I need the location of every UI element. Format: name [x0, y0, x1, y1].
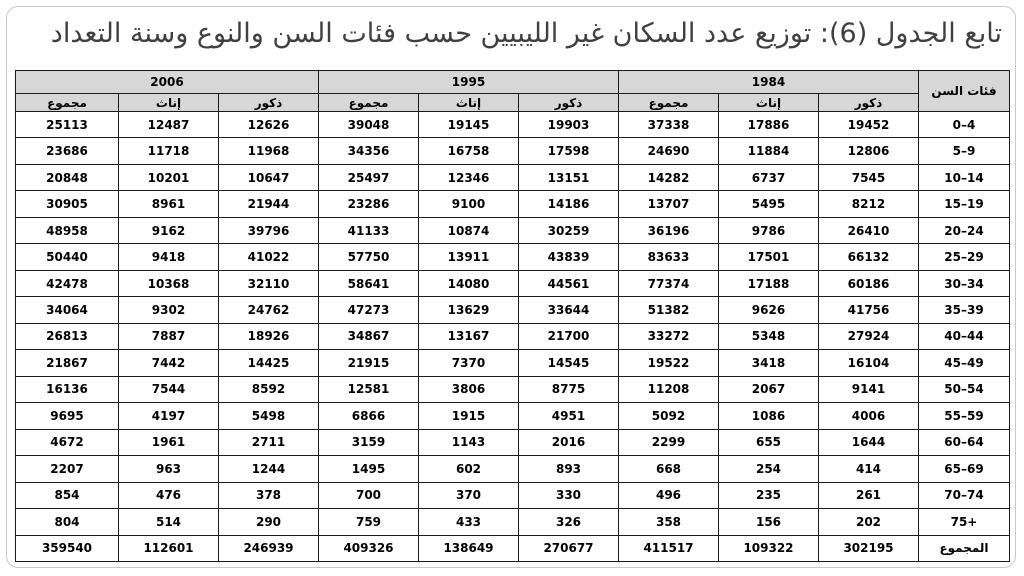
- table-cell: 20848: [16, 164, 119, 190]
- year-header-1984: 1984: [619, 71, 919, 94]
- age-group-cell: [919, 323, 1010, 349]
- table-cell: 32110: [219, 270, 319, 296]
- table-cell: 27924: [819, 323, 919, 349]
- table-cell: 19903: [519, 112, 619, 138]
- age-group-cell: [919, 403, 1010, 429]
- age-group-cell: [919, 429, 1010, 455]
- age-group-label: 50–54: [944, 382, 984, 397]
- table-cell: 16104: [819, 350, 919, 376]
- table-cell: 10368: [119, 270, 219, 296]
- table-cell: 11884: [719, 138, 819, 164]
- age-group-label: 65–69: [944, 461, 984, 476]
- table-cell: 30259: [519, 217, 619, 243]
- table-cell: 9141: [819, 376, 919, 402]
- table-cell: 12806: [819, 138, 919, 164]
- table-row: [16, 429, 1010, 455]
- table-cell: 60186: [819, 270, 919, 296]
- table-cell: 26813: [16, 323, 119, 349]
- table-cell: 17886: [719, 112, 819, 138]
- table-cell: 3159: [319, 429, 419, 455]
- age-group-label: 30–34: [944, 276, 984, 291]
- age-group-label: 15–19: [944, 197, 984, 212]
- total-header-1984: مجموع: [619, 94, 719, 112]
- table-cell: 66132: [819, 244, 919, 270]
- table-cell: 18926: [219, 323, 319, 349]
- table-cell: 378: [219, 482, 319, 508]
- table-cell: 1086: [719, 403, 819, 429]
- table-row: [16, 323, 1010, 349]
- males-header-1995: ذكور: [519, 94, 619, 112]
- total-cell: 411517: [619, 535, 719, 562]
- total-cell: 138649: [419, 535, 519, 562]
- table-cell: 9626: [719, 297, 819, 323]
- table-cell: 8592: [219, 376, 319, 402]
- table-cell: 370: [419, 482, 519, 508]
- table-cell: 7545: [819, 164, 919, 190]
- age-group-label: 70–74: [944, 488, 984, 503]
- total-cell: 409326: [319, 535, 419, 562]
- table-cell: 42478: [16, 270, 119, 296]
- table-cell: 77374: [619, 270, 719, 296]
- table-cell: 7370: [419, 350, 519, 376]
- total-cell: 246939: [219, 535, 319, 562]
- table-cell: 24762: [219, 297, 319, 323]
- table-cell: 12487: [119, 112, 219, 138]
- table-cell: 83633: [619, 244, 719, 270]
- table-cell: 13629: [419, 297, 519, 323]
- table-cell: 414: [819, 456, 919, 482]
- table-cell: 16136: [16, 376, 119, 402]
- table-cell: 235: [719, 482, 819, 508]
- table-cell: 330: [519, 482, 619, 508]
- table-cell: 202: [819, 509, 919, 535]
- table-cell: 57750: [319, 244, 419, 270]
- table-cell: 50440: [16, 244, 119, 270]
- table-cell: 1143: [419, 429, 519, 455]
- table-cell: 34064: [16, 297, 119, 323]
- age-group-cell: [919, 456, 1010, 482]
- table-cell: 10201: [119, 164, 219, 190]
- table-cell: 41756: [819, 297, 919, 323]
- age-group-label: 55–59: [944, 408, 984, 423]
- table-cell: 655: [719, 429, 819, 455]
- table-cell: 12581: [319, 376, 419, 402]
- table-cell: 19145: [419, 112, 519, 138]
- table-cell: 2299: [619, 429, 719, 455]
- table-cell: 358: [619, 509, 719, 535]
- males-header-1984: ذكور: [819, 94, 919, 112]
- table-cell: 7544: [119, 376, 219, 402]
- table-cell: 30905: [16, 191, 119, 217]
- table-cell: 5348: [719, 323, 819, 349]
- table-cell: 21700: [519, 323, 619, 349]
- table-cell: 7887: [119, 323, 219, 349]
- age-group-cell: [919, 482, 1010, 508]
- table-row: [16, 244, 1010, 270]
- table-cell: 261: [819, 482, 919, 508]
- table-row: [16, 191, 1010, 217]
- table-cell: 1961: [119, 429, 219, 455]
- total-header-1995: مجموع: [319, 94, 419, 112]
- table-cell: 13167: [419, 323, 519, 349]
- table-cell: 9695: [16, 403, 119, 429]
- table-cell: 51382: [619, 297, 719, 323]
- table-row: [16, 456, 1010, 482]
- total-cell: 112601: [119, 535, 219, 562]
- table-cell: 6737: [719, 164, 819, 190]
- age-group-cell: [919, 112, 1010, 138]
- total-cell: 302195: [819, 535, 919, 562]
- table-cell: 14080: [419, 270, 519, 296]
- table-cell: 23286: [319, 191, 419, 217]
- table-cell: 496: [619, 482, 719, 508]
- table-cell: 9302: [119, 297, 219, 323]
- table-cell: 9418: [119, 244, 219, 270]
- table-cell: 14186: [519, 191, 619, 217]
- table-cell: 14545: [519, 350, 619, 376]
- table-cell: 21867: [16, 350, 119, 376]
- table-cell: 2207: [16, 456, 119, 482]
- table-cell: 12626: [219, 112, 319, 138]
- table-cell: 963: [119, 456, 219, 482]
- table-cell: 514: [119, 509, 219, 535]
- year-header-2006: 2006: [16, 71, 319, 94]
- males-header-2006: ذكور: [219, 94, 319, 112]
- table-cell: 5495: [719, 191, 819, 217]
- table-row: [16, 403, 1010, 429]
- table-cell: 19522: [619, 350, 719, 376]
- table-cell: 668: [619, 456, 719, 482]
- table-cell: 8775: [519, 376, 619, 402]
- table-cell: 39796: [219, 217, 319, 243]
- table-cell: 9786: [719, 217, 819, 243]
- table-cell: 1495: [319, 456, 419, 482]
- table-cell: 326: [519, 509, 619, 535]
- age-group-cell: [919, 191, 1010, 217]
- table-cell: 10874: [419, 217, 519, 243]
- females-header-1984: إناث: [719, 94, 819, 112]
- table-cell: 16758: [419, 138, 519, 164]
- table-cell: 602: [419, 456, 519, 482]
- table-cell: 10647: [219, 164, 319, 190]
- table-cell: 433: [419, 509, 519, 535]
- table-cell: 41022: [219, 244, 319, 270]
- table-cell: 34867: [319, 323, 419, 349]
- table-row: [16, 164, 1010, 190]
- age-group-cell: [919, 244, 1010, 270]
- table-cell: 2711: [219, 429, 319, 455]
- table-cell: 3418: [719, 350, 819, 376]
- table-cell: 5498: [219, 403, 319, 429]
- table-row: [16, 217, 1010, 243]
- table-cell: 33272: [619, 323, 719, 349]
- table-cell: 4006: [819, 403, 919, 429]
- table-cell: 8212: [819, 191, 919, 217]
- table-cell: 25497: [319, 164, 419, 190]
- table-cell: 39048: [319, 112, 419, 138]
- age-group-label: 0–4: [952, 117, 976, 132]
- table-cell: 804: [16, 509, 119, 535]
- table-row: [16, 509, 1010, 535]
- table-cell: 48958: [16, 217, 119, 243]
- age-group-label: 35–39: [944, 303, 984, 318]
- age-group-cell: [919, 350, 1010, 376]
- age-group-cell: [919, 509, 1010, 535]
- table-cell: 21944: [219, 191, 319, 217]
- age-group-cell: [919, 138, 1010, 164]
- table-cell: 7442: [119, 350, 219, 376]
- age-group-label: 60–64: [944, 435, 984, 450]
- page-title: تابع الجدول (6): توزيع عدد السكان غير الليبيين حسب فئات السن والنوع وسنة التعداد: [50, 18, 1002, 49]
- table-cell: 476: [119, 482, 219, 508]
- age-group-cell: [919, 376, 1010, 402]
- total-header-2006: مجموع: [16, 94, 119, 112]
- table-row: [16, 297, 1010, 323]
- age-group-label: 5–9: [952, 144, 976, 159]
- table-cell: 11208: [619, 376, 719, 402]
- total-label: المجموع: [919, 535, 1010, 562]
- table-cell: 41133: [319, 217, 419, 243]
- table-cell: 5092: [619, 403, 719, 429]
- table-cell: 14282: [619, 164, 719, 190]
- females-header-1995: إناث: [419, 94, 519, 112]
- table-cell: 6866: [319, 403, 419, 429]
- females-header-2006: إناث: [119, 94, 219, 112]
- table-cell: 156: [719, 509, 819, 535]
- age-group-cell: [919, 164, 1010, 190]
- table-cell: 36196: [619, 217, 719, 243]
- age-group-label: 40–44: [944, 329, 984, 344]
- table-cell: 33644: [519, 297, 619, 323]
- table-cell: 17188: [719, 270, 819, 296]
- table-cell: 4197: [119, 403, 219, 429]
- table-cell: 4951: [519, 403, 619, 429]
- age-group-label: 25–29: [944, 250, 984, 265]
- table-row: [16, 376, 1010, 402]
- age-group-label: 75+: [950, 514, 978, 529]
- age-group-cell: [919, 217, 1010, 243]
- table-cell: 1644: [819, 429, 919, 455]
- table-cell: 25113: [16, 112, 119, 138]
- table-cell: 2016: [519, 429, 619, 455]
- age-group-header: فئات السن: [919, 71, 1010, 112]
- table-cell: 9100: [419, 191, 519, 217]
- table-cell: 26410: [819, 217, 919, 243]
- table-cell: 17501: [719, 244, 819, 270]
- table-cell: 11968: [219, 138, 319, 164]
- table-cell: 23686: [16, 138, 119, 164]
- table-cell: 1244: [219, 456, 319, 482]
- table-cell: 47273: [319, 297, 419, 323]
- table-row: [16, 270, 1010, 296]
- table-cell: 3806: [419, 376, 519, 402]
- table-cell: 2067: [719, 376, 819, 402]
- age-group-label: 45–49: [944, 355, 984, 370]
- table-cell: 4672: [16, 429, 119, 455]
- table-cell: 44561: [519, 270, 619, 296]
- table-cell: 11718: [119, 138, 219, 164]
- age-group-cell: [919, 270, 1010, 296]
- table-cell: 21915: [319, 350, 419, 376]
- table-cell: 8961: [119, 191, 219, 217]
- table-cell: 13707: [619, 191, 719, 217]
- table-cell: 19452: [819, 112, 919, 138]
- year-header-1995: 1995: [319, 71, 619, 94]
- total-row: [16, 535, 1010, 562]
- table-row: [16, 138, 1010, 164]
- table-cell: 13911: [419, 244, 519, 270]
- table-row: [16, 482, 1010, 508]
- table-cell: 893: [519, 456, 619, 482]
- table-row: [16, 112, 1010, 138]
- table-cell: 17598: [519, 138, 619, 164]
- table-cell: 37338: [619, 112, 719, 138]
- age-group-label: 10–14: [944, 170, 984, 185]
- table-cell: 24690: [619, 138, 719, 164]
- table-row: [16, 350, 1010, 376]
- table-cell: 854: [16, 482, 119, 508]
- age-group-cell: [919, 297, 1010, 323]
- table-cell: 759: [319, 509, 419, 535]
- table-cell: 254: [719, 456, 819, 482]
- population-table: [15, 70, 1010, 562]
- table-cell: 12346: [419, 164, 519, 190]
- table-cell: 34356: [319, 138, 419, 164]
- table-cell: 43839: [519, 244, 619, 270]
- age-group-label: 20–24: [944, 223, 984, 238]
- table-cell: 13151: [519, 164, 619, 190]
- table-cell: 290: [219, 509, 319, 535]
- table-cell: 58641: [319, 270, 419, 296]
- total-cell: 270677: [519, 535, 619, 562]
- total-cell: 359540: [16, 535, 119, 562]
- table-cell: 1915: [419, 403, 519, 429]
- total-cell: 109322: [719, 535, 819, 562]
- table-cell: 9162: [119, 217, 219, 243]
- table-cell: 700: [319, 482, 419, 508]
- table-cell: 14425: [219, 350, 319, 376]
